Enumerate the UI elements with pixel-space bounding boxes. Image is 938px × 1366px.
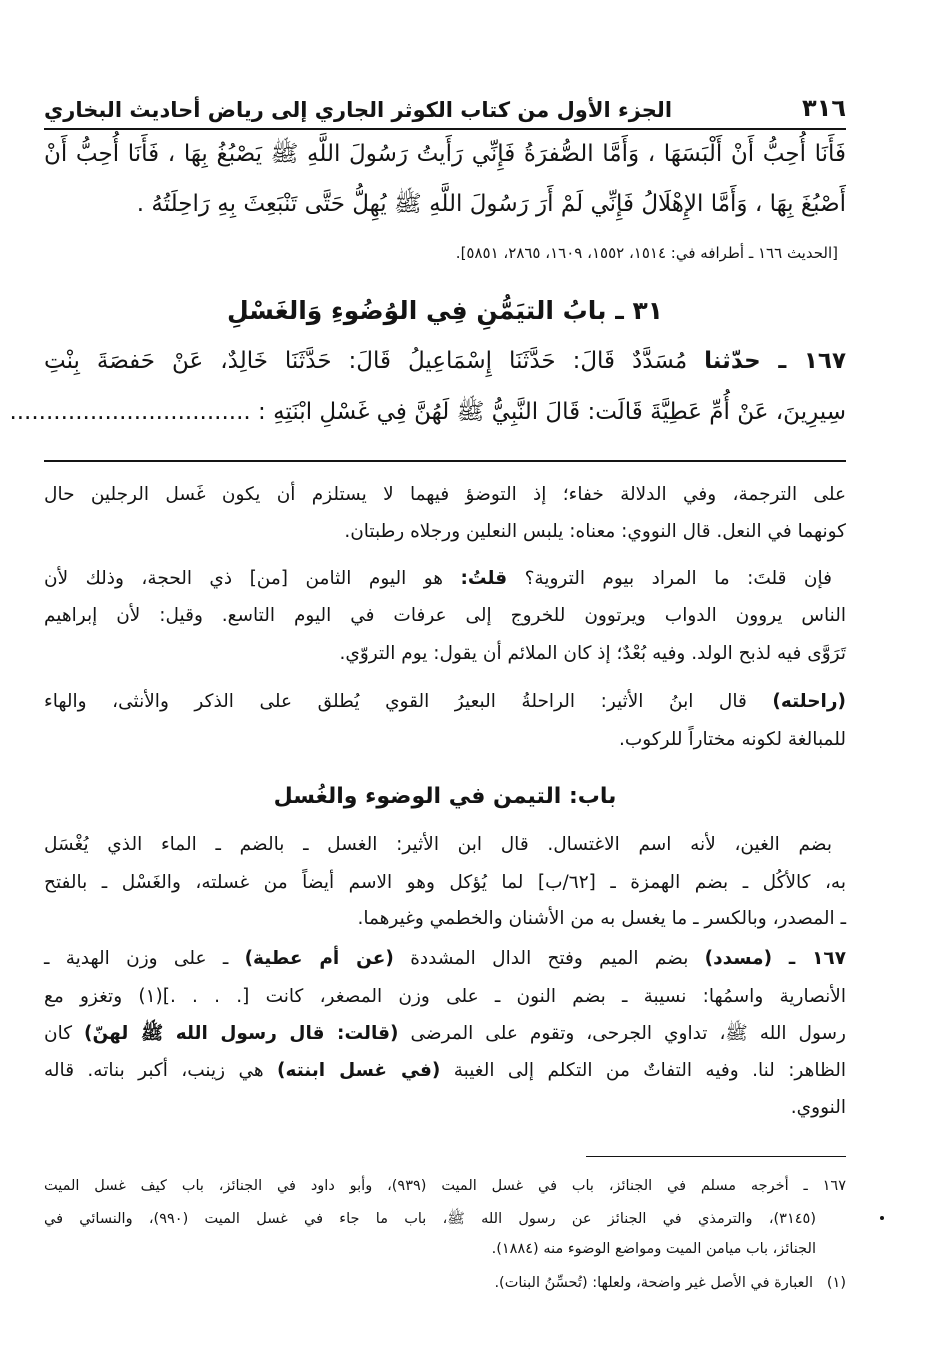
footnote-line xyxy=(44,1275,846,1291)
lemma: (في غسل ابنته) xyxy=(277,1060,441,1081)
hadith-line xyxy=(44,350,846,373)
commentary-line xyxy=(44,568,832,589)
hadith-number: ١٦٧ ـ حدّثنا xyxy=(704,348,847,374)
commentary-text: هي زينب، أكبر بناته. قاله xyxy=(44,1060,264,1081)
lemma: ١٦٧ ـ (مسدد) xyxy=(704,948,846,969)
hadith-line xyxy=(9,399,846,425)
commentary-line: على الترجمة، وفي الدلالة خفاء؛ إذ التوضؤ فيهما لا يستلزم أن يكون غَسل الرجلين حال xyxy=(44,484,846,505)
commentary-text: ـ على وزن الهدية ـ xyxy=(44,948,229,969)
footnote-text: العبارة في الأصل غير واضحة، ولعلها: (تُحسِّنُ البنات). xyxy=(494,1275,814,1291)
commentary-text: كان xyxy=(44,1023,73,1044)
answer-marker: قلتُ: xyxy=(460,568,508,589)
commentary-line: تَرَوَّى فيه لذبح الولد. وفيه بُعْدٌ؛ إذ كان الملائم أن يقول: يوم التروّي. xyxy=(339,643,846,664)
commentary-line: ـ المصدر، وبالكسر ـ ما يغسل به من الأشنان والخطمي وغيرهما. xyxy=(357,908,846,929)
commentary-line: بضم الغين، لأنه اسم الاغتسال. قال ابن الأثير: الغسل ـ بالضم ـ الماء الذي يُغْسَل xyxy=(44,834,832,855)
ellipsis-dots: ................................. xyxy=(9,399,251,425)
question-text: فإن قلتَ: ما المراد بيوم التروية؟ xyxy=(524,568,832,589)
commentary-text: بضم الميم وفتح الدال المشددة xyxy=(410,948,689,969)
lemma: (عن أم عطية) xyxy=(244,948,394,969)
commentary-line: الناس يروون الدواب ويرتوون للخروج إلى عرفات في اليوم التاسع. وقيل: لأن إبراهيم xyxy=(44,605,846,626)
commentary-line xyxy=(44,1023,846,1049)
commentary-line xyxy=(44,948,846,969)
commentary-text: الظاهر: لنا. وفيه التفاتٌ من التكلم إلى الغيبة xyxy=(453,1060,846,1081)
book-title: الجزء الأول من كتاب الكوثر الجاري إلى رياض أحاديث البخاري xyxy=(44,98,673,122)
matn-line: فَأَنَا أُحِبُّ أَنْ أَلْبَسَهَا ، وَأَمَّا الصُّفرَةُ فَإِنِّي رَأَيتُ رَسُولَ اللَّهِ ﷺ يَصْبُغُ بِهَا ، فَأَنَا أُحِبُّ أَنْ xyxy=(44,141,846,167)
lemma: (راحلته) xyxy=(772,691,846,712)
commentary-line: للمبالغة لكونه مختاراً للركوب. xyxy=(618,729,846,750)
commentary-line: كونهما في النعل. قال النووي: معناه: يلبس النعلين ورجلاه رطبتان. xyxy=(344,521,846,542)
answer-text: هو اليوم الثامن [من] ذي الحجة، وذلك لأن xyxy=(44,568,444,589)
commentary-heading: باب: التيمن في الوضوء والغُسل xyxy=(273,784,617,809)
commentary-line xyxy=(44,691,846,712)
footnote-line: (٣١٤٥)، والترمذي في الجنائز عن رسول الله ﷺ، باب ما جاء في غسل الميت (٩٩٠)، والنسائي في xyxy=(44,1211,816,1227)
footnote-line: ١٦٧ ـ أخرجه مسلم في الجنائز، باب في غسل الميت (٩٣٩)، وأبو داود في الجنائز، باب كيف غسل الميت xyxy=(44,1178,846,1194)
footnote-number: (١) xyxy=(826,1275,846,1291)
matn-line: أَصْبُغَ بِهَا ، وَأَمَّا الإِهْلَالُ فَإِنِّي لَمْ أَرَ رَسُولَ اللَّهِ ﷺ يُهِلُّ حَتَّى تَنْبَعِثَ بِهِ رَاحِلَتُهُ . xyxy=(136,191,846,217)
footnote-line: الجنائز، باب ميامن الميت ومواضع الوضوء منه (١٨٨٤). xyxy=(491,1241,816,1257)
commentary-text: رسول الله ﷺ، تداوي الجرحى، وتقوم على المرضى xyxy=(410,1023,846,1044)
footnote-divider xyxy=(586,1156,846,1157)
book-page xyxy=(9,0,847,1366)
hadith-text: مُسَدَّدٌ قَالَ: حَدَّثَنَا إِسْمَاعِيلُ قَالَ: حَدَّثَنَا خَالِدٌ، عَنْ حَفصَةَ بِنْتِ xyxy=(44,348,688,374)
commentary-line: النووي. xyxy=(790,1097,846,1118)
hadith-text: سِيرِينَ، عَنْ أُمِّ عَطِيَّةَ قَالَت: قَالَ النَّبِيُّ ﷺ لَهُنَّ فِي غَسْلِ ابْنَتِهِ : xyxy=(258,399,846,425)
section-divider xyxy=(44,460,846,462)
running-header xyxy=(44,82,846,130)
chapter-title: ٣١ ـ بابُ التيَمُّنِ فِي الوُضُوءِ وَالغَسْلِ xyxy=(226,296,664,325)
commentary-line: به، كالأكُل ـ بضم الهمزة ـ [٦٢/ب] لما يُؤكل وهو الاسم أيضاً من غسلته، والغَسْل ـ بالفتح xyxy=(44,872,846,893)
page-number: ٣١٦ xyxy=(802,94,846,122)
commentary-line: الأنصارية واسمُها: نسيبة ـ بضم النون ـ على وزن المصغر، كانت [. . . .](١) وتغزو مع xyxy=(44,986,847,1007)
commentary-text: قال ابنُ الأثير: الراحلةُ البعيرُ القوي يُطلق على الذكر والأنثى، والهاء xyxy=(44,691,747,712)
commentary-line xyxy=(44,1060,846,1081)
margin-dot xyxy=(880,1216,884,1220)
hadith-refs: [الحديث ١٦٦ ـ أطرافه في: ١٥١٤، ١٥٥٢، ١٦٠٩، ٢٨٦٥، ٥٨٥١]. xyxy=(455,244,838,262)
lemma: (قالت: قال رسول الله ﷺ لهنّ) xyxy=(84,1023,399,1044)
